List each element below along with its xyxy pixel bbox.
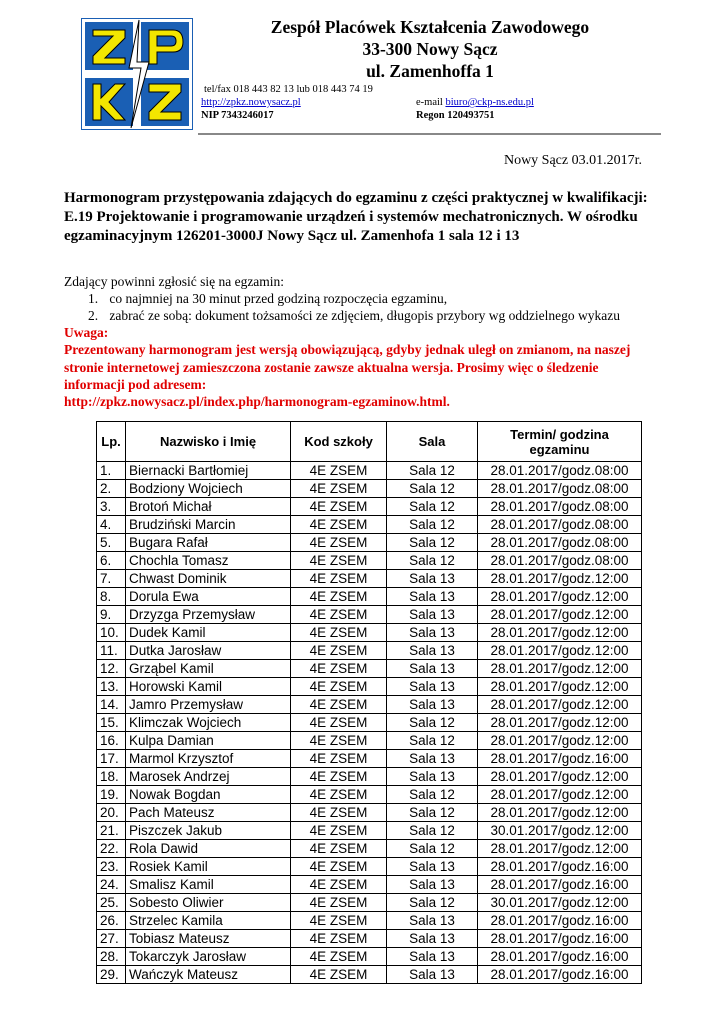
room: Sala 13 xyxy=(387,966,478,984)
room: Sala 13 xyxy=(387,768,478,786)
table-row xyxy=(97,552,642,570)
student-name: Kulpa Damian xyxy=(126,732,291,750)
table-row xyxy=(97,966,642,984)
row-number: 1. xyxy=(97,462,126,480)
exam-datetime: 28.01.2017/godz.08:00 xyxy=(478,516,642,534)
exam-datetime: 28.01.2017/godz.16:00 xyxy=(478,930,642,948)
school-code: 4E ZSEM xyxy=(291,534,387,552)
room: Sala 13 xyxy=(387,930,478,948)
exam-datetime: 28.01.2017/godz.16:00 xyxy=(478,750,642,768)
room: Sala 13 xyxy=(387,750,478,768)
room: Sala 13 xyxy=(387,642,478,660)
room: Sala 13 xyxy=(387,570,478,588)
table-row xyxy=(97,462,642,480)
exam-datetime: 28.01.2017/godz.12:00 xyxy=(478,786,642,804)
table-row xyxy=(97,588,642,606)
instruction-num: 1. xyxy=(88,291,99,306)
exam-datetime: 30.01.2017/godz.12:00 xyxy=(478,822,642,840)
table-row xyxy=(97,930,642,948)
table-row xyxy=(97,516,642,534)
row-number: 4. xyxy=(97,516,126,534)
school-code: 4E ZSEM xyxy=(291,804,387,822)
exam-datetime: 28.01.2017/godz.08:00 xyxy=(478,534,642,552)
org-phone: tel/fax 018 443 82 13 lub 018 443 74 19 xyxy=(204,84,373,95)
table-row xyxy=(97,840,642,858)
table-row xyxy=(97,804,642,822)
school-code: 4E ZSEM xyxy=(291,480,387,498)
row-number: 11. xyxy=(97,642,126,660)
table-row xyxy=(97,678,642,696)
student-name: Piszczek Jakub xyxy=(126,822,291,840)
student-name: Dudek Kamil xyxy=(126,624,291,642)
student-name: Grząbel Kamil xyxy=(126,660,291,678)
row-number: 16. xyxy=(97,732,126,750)
school-code: 4E ZSEM xyxy=(291,894,387,912)
school-code: 4E ZSEM xyxy=(291,570,387,588)
table-row xyxy=(97,948,642,966)
school-code: 4E ZSEM xyxy=(291,516,387,534)
table-row xyxy=(97,606,642,624)
school-code: 4E ZSEM xyxy=(291,822,387,840)
table-row xyxy=(97,642,642,660)
room: Sala 12 xyxy=(387,840,478,858)
row-number: 20. xyxy=(97,804,126,822)
exam-datetime: 28.01.2017/godz.08:00 xyxy=(478,498,642,516)
exam-datetime: 28.01.2017/godz.12:00 xyxy=(478,570,642,588)
exam-datetime: 28.01.2017/godz.12:00 xyxy=(478,642,642,660)
org-website-link[interactable]: http://zpkz.nowysacz.pl xyxy=(201,97,301,108)
room: Sala 12 xyxy=(387,480,478,498)
table-row xyxy=(97,786,642,804)
room: Sala 13 xyxy=(387,876,478,894)
org-nip: NIP 7343246017 xyxy=(201,110,274,121)
exam-datetime: 28.01.2017/godz.12:00 xyxy=(478,588,642,606)
school-code: 4E ZSEM xyxy=(291,768,387,786)
row-number: 21. xyxy=(97,822,126,840)
instruction-item-2 xyxy=(88,307,620,324)
instruction-item-1 xyxy=(88,290,447,307)
room: Sala 12 xyxy=(387,822,478,840)
student-name: Rola Dawid xyxy=(126,840,291,858)
student-name: Klimczak Wojciech xyxy=(126,714,291,732)
exam-datetime: 28.01.2017/godz.12:00 xyxy=(478,804,642,822)
table-header-row xyxy=(97,422,642,462)
room: Sala 12 xyxy=(387,534,478,552)
student-name: Tobiasz Mateusz xyxy=(126,930,291,948)
row-number: 14. xyxy=(97,696,126,714)
school-code: 4E ZSEM xyxy=(291,966,387,984)
exam-datetime: 28.01.2017/godz.12:00 xyxy=(478,660,642,678)
org-city: 33-300 Nowy Sącz xyxy=(362,39,498,59)
school-code: 4E ZSEM xyxy=(291,498,387,516)
table-row xyxy=(97,534,642,552)
row-number: 10. xyxy=(97,624,126,642)
exam-datetime: 28.01.2017/godz.12:00 xyxy=(478,768,642,786)
room: Sala 13 xyxy=(387,624,478,642)
row-number: 19. xyxy=(97,786,126,804)
org-email xyxy=(416,96,534,109)
room: Sala 13 xyxy=(387,660,478,678)
email-label: e-mail xyxy=(416,97,446,108)
row-number: 24. xyxy=(97,876,126,894)
org-street: ul. Zamenhoffa 1 xyxy=(366,61,494,81)
col-header-room: Sala xyxy=(387,422,478,462)
student-name: Bodziony Wojciech xyxy=(126,480,291,498)
exam-datetime: 28.01.2017/godz.08:00 xyxy=(478,462,642,480)
room: Sala 12 xyxy=(387,498,478,516)
warning-url: http://zpkz.nowysacz.pl/index.php/harmonogram-egzaminow.html. xyxy=(64,394,450,409)
instruction-num: 2. xyxy=(88,308,99,323)
schedule-table xyxy=(96,421,642,984)
document-date: Nowy Sącz 03.01.2017r. xyxy=(503,153,642,168)
row-number: 18. xyxy=(97,768,126,786)
row-number: 13. xyxy=(97,678,126,696)
student-name: Bugara Rafał xyxy=(126,534,291,552)
table-row xyxy=(97,660,642,678)
row-number: 7. xyxy=(97,570,126,588)
school-code: 4E ZSEM xyxy=(291,876,387,894)
row-number: 3. xyxy=(97,498,126,516)
row-number: 2. xyxy=(97,480,126,498)
student-name: Horowski Kamil xyxy=(126,678,291,696)
school-code: 4E ZSEM xyxy=(291,588,387,606)
school-code: 4E ZSEM xyxy=(291,696,387,714)
exam-datetime: 28.01.2017/godz.16:00 xyxy=(478,858,642,876)
table-row xyxy=(97,876,642,894)
room: Sala 13 xyxy=(387,588,478,606)
student-name: Biernacki Bartłomiej xyxy=(126,462,291,480)
row-number: 12. xyxy=(97,660,126,678)
org-regon: Regon 120493751 xyxy=(416,110,495,121)
row-number: 27. xyxy=(97,930,126,948)
table-row xyxy=(97,696,642,714)
room: Sala 13 xyxy=(387,948,478,966)
instruction-text: co najmniej na 30 minut przed godziną rozpoczęcia egzaminu, xyxy=(109,291,448,306)
student-name: Nowak Bogdan xyxy=(126,786,291,804)
student-name: Rosiek Kamil xyxy=(126,858,291,876)
table-row xyxy=(97,570,642,588)
intro-text: Zdający powinni zgłosić się na egzamin: xyxy=(64,274,285,289)
warning-label: Uwaga: xyxy=(64,325,109,340)
table-row xyxy=(97,750,642,768)
room: Sala 12 xyxy=(387,714,478,732)
row-number: 5. xyxy=(97,534,126,552)
room: Sala 12 xyxy=(387,516,478,534)
school-code: 4E ZSEM xyxy=(291,732,387,750)
school-code: 4E ZSEM xyxy=(291,642,387,660)
row-number: 17. xyxy=(97,750,126,768)
row-number: 29. xyxy=(97,966,126,984)
school-code: 4E ZSEM xyxy=(291,750,387,768)
col-header-lp: Lp. xyxy=(97,422,126,462)
student-name: Wańczyk Mateusz xyxy=(126,966,291,984)
student-name: Chwast Dominik xyxy=(126,570,291,588)
student-name: Jamro Przemysław xyxy=(126,696,291,714)
school-code: 4E ZSEM xyxy=(291,552,387,570)
room: Sala 12 xyxy=(387,804,478,822)
table-row xyxy=(97,768,642,786)
table-row xyxy=(97,714,642,732)
room: Sala 12 xyxy=(387,462,478,480)
exam-datetime: 28.01.2017/godz.12:00 xyxy=(478,732,642,750)
exam-datetime: 28.01.2017/godz.16:00 xyxy=(478,966,642,984)
exam-datetime: 28.01.2017/godz.16:00 xyxy=(478,948,642,966)
row-number: 22. xyxy=(97,840,126,858)
room: Sala 12 xyxy=(387,786,478,804)
document-heading: Harmonogram przystępowania zdających do egzaminu z części praktycznej w kwalifikacji: E.19 Projektowanie i programowanie urządzeń i systemów mechatronicznych. W ośrodku egzaminacyjnym 126201-3000J Nowy Sącz ul. Zamenhofa 1 sala 12 i 13 xyxy=(64,190,648,244)
row-number: 25. xyxy=(97,894,126,912)
zpkz-logo xyxy=(81,18,193,130)
student-name: Brotoń Michał xyxy=(126,498,291,516)
table-row xyxy=(97,624,642,642)
exam-datetime: 28.01.2017/godz.16:00 xyxy=(478,912,642,930)
exam-datetime: 28.01.2017/godz.12:00 xyxy=(478,606,642,624)
student-name: Sobesto Oliwier xyxy=(126,894,291,912)
school-code: 4E ZSEM xyxy=(291,786,387,804)
row-number: 15. xyxy=(97,714,126,732)
col-header-date-time: Termin/ godzina egzaminu xyxy=(478,422,642,462)
school-code: 4E ZSEM xyxy=(291,930,387,948)
table-row xyxy=(97,732,642,750)
school-code: 4E ZSEM xyxy=(291,948,387,966)
table-row xyxy=(97,498,642,516)
student-name: Strzelec Kamila xyxy=(126,912,291,930)
org-name: Zespół Placówek Kształcenia Zawodowego xyxy=(270,17,590,37)
row-number: 28. xyxy=(97,948,126,966)
school-code: 4E ZSEM xyxy=(291,840,387,858)
col-header-school-code: Kod szkoły xyxy=(291,422,387,462)
student-name: Dorula Ewa xyxy=(126,588,291,606)
student-name: Brudziński Marcin xyxy=(126,516,291,534)
exam-datetime: 28.01.2017/godz.08:00 xyxy=(478,552,642,570)
room: Sala 13 xyxy=(387,912,478,930)
school-code: 4E ZSEM xyxy=(291,624,387,642)
table-row xyxy=(97,894,642,912)
room: Sala 12 xyxy=(387,732,478,750)
table-row xyxy=(97,912,642,930)
row-number: 8. xyxy=(97,588,126,606)
room: Sala 13 xyxy=(387,858,478,876)
school-code: 4E ZSEM xyxy=(291,660,387,678)
school-code: 4E ZSEM xyxy=(291,714,387,732)
room: Sala 13 xyxy=(387,606,478,624)
org-email-link[interactable]: biuro@ckp-ns.edu.pl xyxy=(445,97,534,108)
room: Sala 12 xyxy=(387,552,478,570)
warning-text: Prezentowany harmonogram jest wersją obowiązującą, gdyby jednak uległ on zmianom, na naszej stronie internetowej zamieszczona zostanie zawsze aktualna wersja. Prosimy więc o śledzenie informacji pod adresem: xyxy=(64,342,631,392)
row-number: 26. xyxy=(97,912,126,930)
exam-datetime: 28.01.2017/godz.12:00 xyxy=(478,714,642,732)
row-number: 6. xyxy=(97,552,126,570)
exam-datetime: 30.01.2017/godz.12:00 xyxy=(478,894,642,912)
header-divider xyxy=(198,133,661,135)
exam-datetime: 28.01.2017/godz.12:00 xyxy=(478,678,642,696)
exam-datetime: 28.01.2017/godz.12:00 xyxy=(478,840,642,858)
student-name: Smalisz Kamil xyxy=(126,876,291,894)
exam-datetime: 28.01.2017/godz.12:00 xyxy=(478,696,642,714)
school-code: 4E ZSEM xyxy=(291,858,387,876)
table-row xyxy=(97,822,642,840)
school-code: 4E ZSEM xyxy=(291,606,387,624)
table-row xyxy=(97,480,642,498)
exam-datetime: 28.01.2017/godz.12:00 xyxy=(478,624,642,642)
student-name: Drzyzga Przemysław xyxy=(126,606,291,624)
student-name: Marmol Krzysztof xyxy=(126,750,291,768)
room: Sala 13 xyxy=(387,678,478,696)
exam-datetime: 28.01.2017/godz.08:00 xyxy=(478,480,642,498)
row-number: 23. xyxy=(97,858,126,876)
exam-datetime: 28.01.2017/godz.16:00 xyxy=(478,876,642,894)
student-name: Chochla Tomasz xyxy=(126,552,291,570)
school-code: 4E ZSEM xyxy=(291,912,387,930)
room: Sala 12 xyxy=(387,894,478,912)
student-name: Marosek Andrzej xyxy=(126,768,291,786)
table-row xyxy=(97,858,642,876)
student-name: Dutka Jarosław xyxy=(126,642,291,660)
student-name: Pach Mateusz xyxy=(126,804,291,822)
col-header-name: Nazwisko i Imię xyxy=(126,422,291,462)
student-name: Tokarczyk Jarosław xyxy=(126,948,291,966)
school-code: 4E ZSEM xyxy=(291,678,387,696)
row-number: 9. xyxy=(97,606,126,624)
school-code: 4E ZSEM xyxy=(291,462,387,480)
room: Sala 13 xyxy=(387,696,478,714)
instruction-text: zabrać ze sobą: dokument tożsamości ze zdjęciem, długopis przybory wg oddzielnego wykazu xyxy=(109,308,620,323)
